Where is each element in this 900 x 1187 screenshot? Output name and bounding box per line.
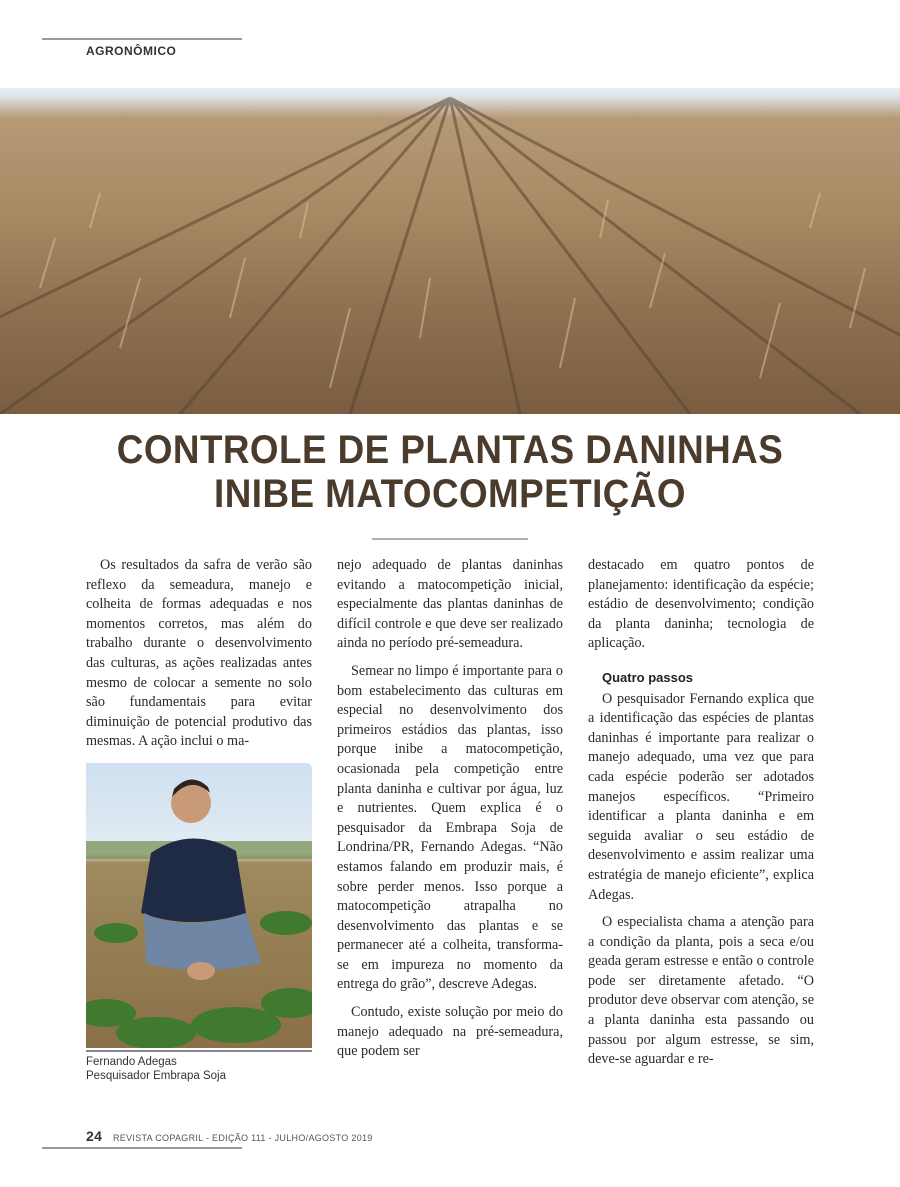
caption-role: Pesquisador Embrapa Soja: [86, 1070, 226, 1082]
title-divider: [372, 538, 528, 540]
paragraph: O especialista chama a atenção para a condição da planta, pois a seca e/ou geada geram estresse e então o controle pode ser diretamente afetado. “O produtor deve observar com atenção, se a planta daninha esta passando ou passou por algum estresse, se sim, deve-se aguardar e re-: [588, 914, 814, 1068]
column-3: [588, 556, 814, 1078]
page-number: 24: [86, 1128, 103, 1144]
paragraph: Semear no limpo é importante para o bom estabelecimento das culturas em especial no desenvolvimento dos primeiros estádios das plantas, isso porque inibe a matocompetição, ocasionada pela competição entre planta daninha e cultivar por água, luz e nutrientes. Quem explica é o pesquisador da Embrapa Soja de Londrina/PR, Fernando Adegas. “Não estamos falando em produzir mais, é sobre perder menos. Isso porque a matocompetição atrapalha no desenvolvimento das plantas e se permanecer até a colheita, transforma-se em impureza no momento da entrega do grão”, descreve Adegas.: [337, 662, 563, 993]
column-2: [337, 556, 563, 1070]
section-label: AGRONÔMICO: [86, 44, 177, 58]
paragraph: nejo adequado de plantas daninhas evitando a matocompetição inicial, especialmente das plantas daninhas de difícil controle e que deve ser realizado ainda no período pré-semeadura.: [337, 557, 563, 652]
article-title: [36, 428, 864, 516]
caption-name: Fernando Adegas: [86, 1056, 177, 1068]
paragraph: O pesquisador Fernando explica que a identificação das espécies de plantas daninhas é importante para realizar o manejo adequado, uma vez que para cada espécie poderão ser adotados manejos específicos. “Primeiro identificar a planta daninha e em seguida avaliar o seu estádio de desenvolvimento e assim realizar uma estratégia de manejo eficiente”, explica Adegas.: [588, 690, 814, 903]
column-1: [86, 556, 312, 760]
paragraph: Contudo, existe solução por meio do manejo adequado na pré-semeadura, que podem ser: [337, 1004, 563, 1060]
footer-publication: REVISTA COPAGRIL - EDIÇÃO 111 - JULHO/AGOSTO 2019: [113, 1133, 373, 1143]
portrait-photo-fernando-adegas: [86, 763, 312, 1048]
title-line-1: CONTROLE DE PLANTAS DANINHAS: [116, 428, 784, 472]
photo-caption: [86, 1055, 312, 1083]
bottom-rule: [42, 1147, 242, 1149]
page-footer: [86, 1128, 373, 1144]
caption-rule: [86, 1050, 312, 1052]
title-line-2: INIBE MATOCOMPETIÇÃO: [214, 472, 686, 516]
hero-photo-crop-field: [0, 88, 900, 414]
paragraph: destacado em quatro pontos de planejamento: identificação da espécie; estádio de desenvolvimento; condição da planta daninha; tecnologia de aplicação.: [588, 557, 814, 652]
top-rule: [42, 38, 242, 40]
subheading: Quatro passos: [602, 669, 694, 685]
paragraph: Os resultados da safra de verão são reflexo da semeadura, manejo e colheita de formas adequadas e nos momentos corretos, mas além do trabalho durante o desenvolvimento das culturas, as ações realizadas antes mesmo de colocar a semente no solo são fundamentais para evitar diminuição de potencial produtivo das mesmas. A ação inclui o ma-: [86, 557, 312, 750]
